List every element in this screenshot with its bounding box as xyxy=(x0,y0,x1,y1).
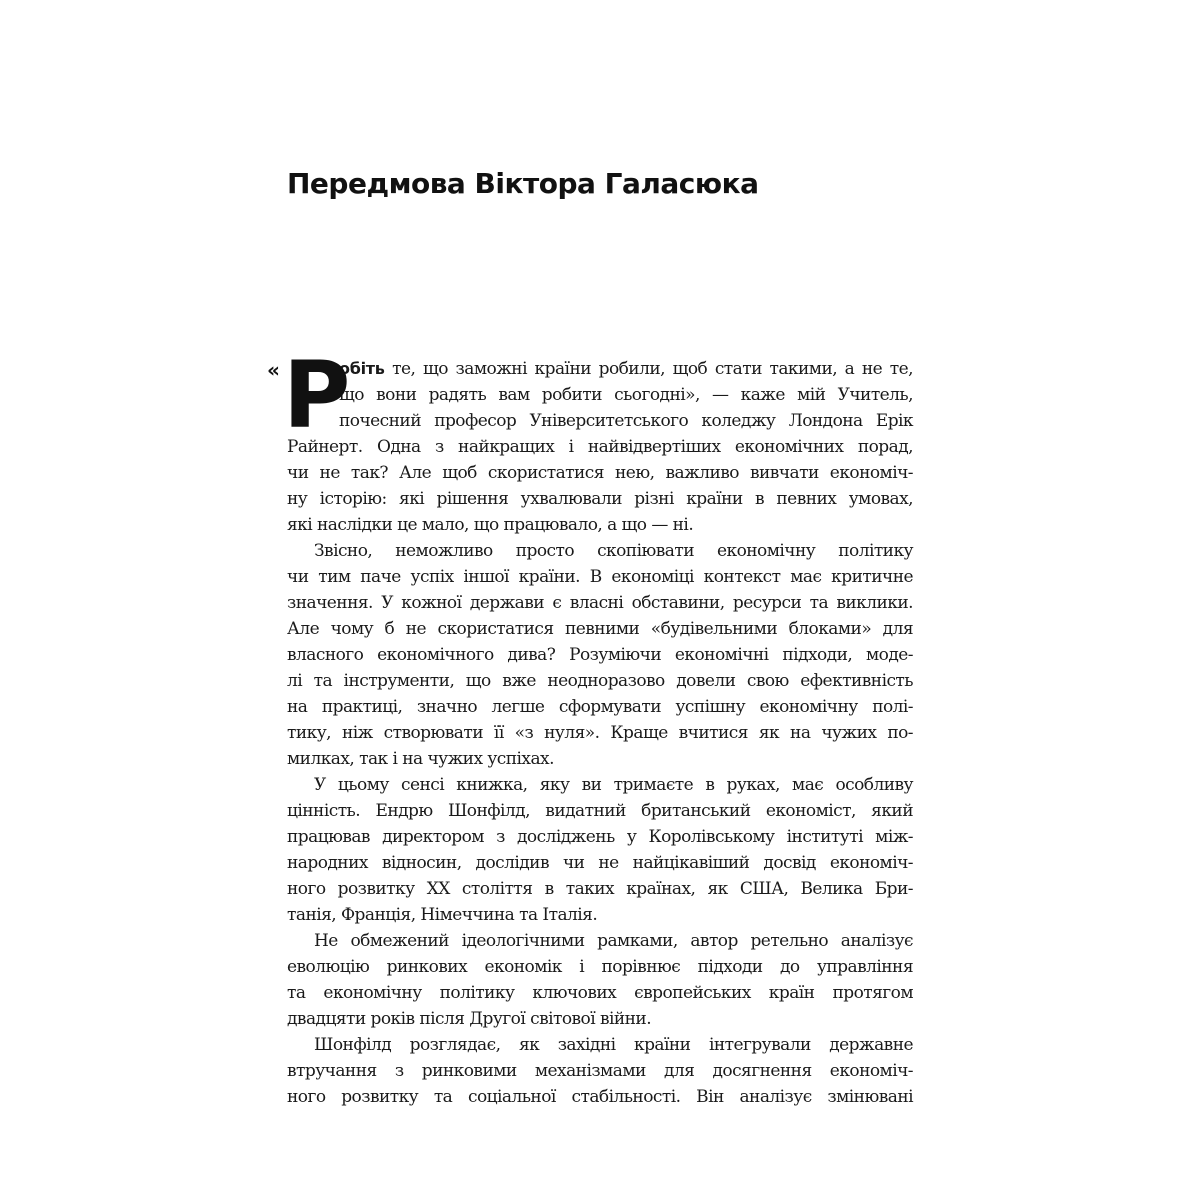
paragraph-1 xyxy=(267,342,913,538)
lead-word: обіть xyxy=(339,359,385,378)
text-line: ну історію: які рішення ухвалювали різні країни в певних умовах, xyxy=(287,489,913,509)
paragraph-2 xyxy=(287,538,913,772)
text-line: тику, ніж створювати її «з нуля». Краще вчитися як на чужих по- xyxy=(287,723,913,743)
paragraph-4 xyxy=(287,928,913,1032)
paragraph-3 xyxy=(287,772,913,928)
text-line: У цьому сенсі книжка, яку ви тримаєте в руках, має особливу xyxy=(314,775,913,795)
text-line: Але чому б не скористатися певними «будівельними блоками» для xyxy=(287,619,913,639)
text-line: Звісно, неможливо просто скопіювати економічну політику xyxy=(314,541,913,561)
text-line: що вони радять вам робити сьогодні», — каже мій Учитель, xyxy=(339,385,913,405)
text-line: Райнерт. Одна з найкращих і найвідвертіших економічних порад, xyxy=(287,437,913,457)
first-line-text: те, що заможні країни робили, щоб стати такими, а не те, xyxy=(384,359,913,379)
text-line: на практиці, значно легше сформувати успішну економічну полі- xyxy=(287,697,913,717)
opening-quote-mark: « xyxy=(267,358,280,382)
text-line: цінність. Ендрю Шонфілд, видатний британський економіст, який xyxy=(287,801,913,821)
text-line: лі та інструменти, що вже неодноразово довели свою ефективність xyxy=(287,671,913,691)
text-line: танія, Франція, Німеччина та Італія. xyxy=(287,905,598,925)
text-line: еволюцію ринкових економік і порівнює підходи до управління xyxy=(287,957,913,977)
text-line xyxy=(287,356,913,382)
text-line: які наслідки це мало, що працювало, а що — ні. xyxy=(287,515,694,535)
text-line: Не обмежений ідеологічними рамками, автор ретельно аналізує xyxy=(314,931,913,951)
text-line: чи не так? Але щоб скористатися нею, важливо вивчати економіч- xyxy=(287,463,913,483)
text-line: почесний професор Університетського коледжу Лондона Ерік xyxy=(339,411,913,431)
text-line: ного розвитку та соціальної стабільності. Він аналізує змінювані xyxy=(287,1087,913,1107)
text-line: ного розвитку ХХ століття в таких країнах, як США, Велика Бри- xyxy=(287,879,913,899)
text-line: Шонфілд розглядає, як західні країни інтегрували державне xyxy=(314,1035,913,1055)
text-line: чи тим паче успіх іншої країни. В економіці контекст має критичне xyxy=(287,567,913,587)
text-line: милках, так і на чужих успіхах. xyxy=(287,749,554,769)
text-line: народних відносин, дослідив чи не найцікавіший досвід економіч- xyxy=(287,853,913,873)
text-line: власного економічного дива? Розуміючи економічні підходи, моде- xyxy=(287,645,913,665)
drop-cap: Р xyxy=(283,342,350,449)
text-line: та економічну політику ключових європейських країн протягом xyxy=(287,983,913,1003)
text-line: двадцяти років після Другої світової війни. xyxy=(287,1009,652,1029)
text-line: працював директором з досліджень у Королівському інституті між- xyxy=(287,827,913,847)
paragraph-5 xyxy=(287,1032,913,1110)
body-text xyxy=(267,342,913,1110)
text-line: втручання з ринковими механізмами для досягнення економіч- xyxy=(287,1061,913,1081)
text-line: значення. У кожної держави є власні обставини, ресурси та виклики. xyxy=(287,593,913,613)
chapter-title: Передмова Віктора Галасюка xyxy=(287,167,759,200)
